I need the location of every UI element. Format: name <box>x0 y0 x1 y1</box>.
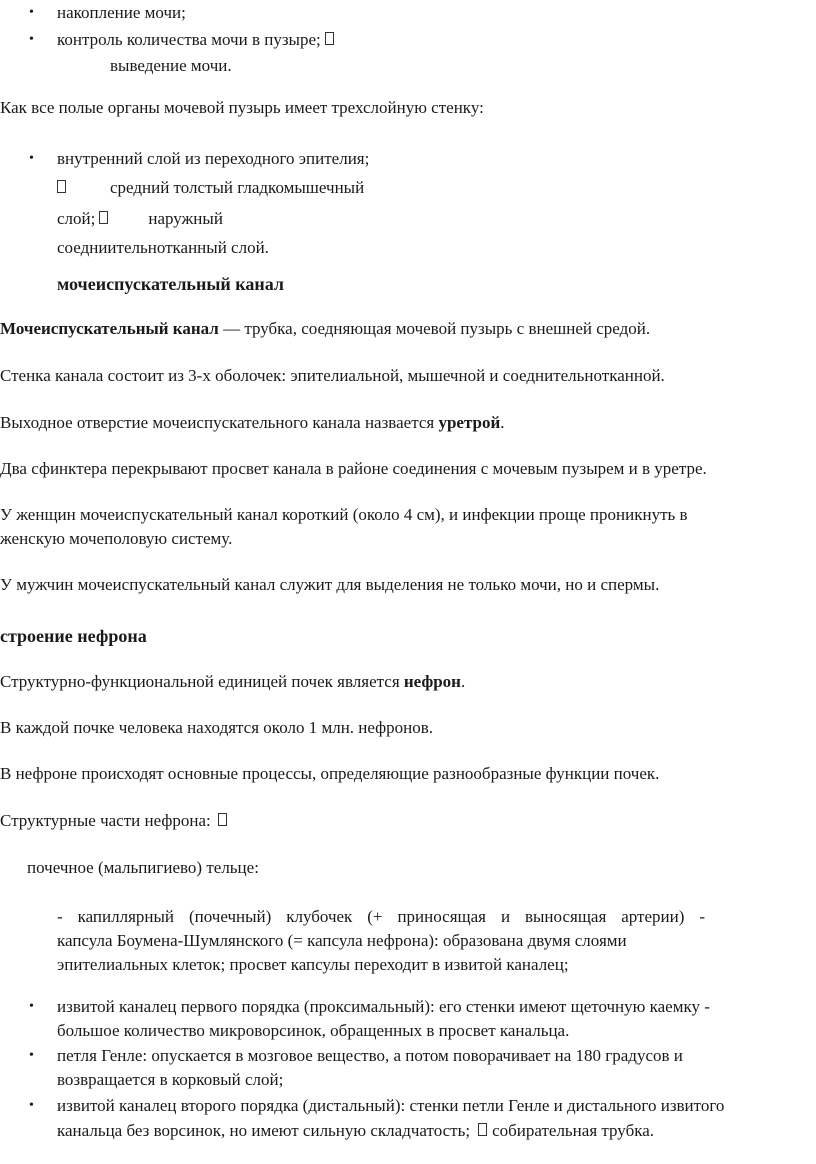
list-item: возвращается в корковый слой; <box>57 1070 284 1089</box>
list-item: слой; наружный <box>57 209 223 228</box>
list-item: выведение мочи. <box>110 56 232 75</box>
list-item: • извитой каналец первого порядка (проксимальный): его стенки имеют щеточную каемку - <box>57 996 710 1018</box>
missing-glyph-icon <box>99 211 108 224</box>
paragraph: Как все полые органы мочевой пузырь имеет трехслойную стенку: <box>0 98 484 117</box>
paragraph: Структурно-функциональной единицей почек является нефрон. <box>0 672 466 691</box>
paragraph: У мужчин мочеиспускательный канал служит для выделения не только мочи, но и спермы. <box>0 575 660 594</box>
list-item: • петля Генле: опускается в мозговое вещество, а потом поворачивает на 180 градусов и <box>57 1045 683 1067</box>
paragraph: В нефроне происходят основные процессы, определяющие разнообразные функции почек. <box>0 764 660 783</box>
paragraph: Стенка канала состоит из 3-х оболочек: эпителиальной, мышечной и соеднительнотканной. <box>0 366 665 385</box>
missing-glyph-icon <box>57 180 66 193</box>
section-heading: строение нефрона <box>0 626 147 646</box>
list-item: почечное (мальпигиево) тельце: <box>27 858 259 877</box>
paragraph: В каждой почке человека находятся около 1 млн. нефронов. <box>0 718 434 737</box>
paragraph: женскую мочеполовую систему. <box>0 529 233 548</box>
paragraph: Структурные части нефрона: <box>0 810 227 832</box>
paragraph: У женщин мочеиспускательный канал короткий (около 4 см), и инфекции проще проникнуть в <box>0 505 688 524</box>
list-item: большое количество микроворсинок, обращенных в просвет канальца. <box>57 1021 570 1040</box>
paragraph: Два сфинктера перекрывают просвет канала в районе соединения с мочевым пузырем и в уретре. <box>0 459 707 478</box>
section-heading: мочеиспускательный канал <box>57 274 284 294</box>
list-item: канальца без ворсинок, но имеют сильную складчатость; собирательная трубка. <box>57 1121 655 1140</box>
missing-glyph-icon <box>478 1123 487 1136</box>
missing-glyph-icon <box>325 32 334 45</box>
missing-glyph-icon <box>218 813 227 826</box>
list-item: • извитой каналец второго порядка (дистальный): стенки петли Генле и дистального извитого <box>57 1095 724 1117</box>
list-item: • накопление мочи; <box>57 2 186 24</box>
list-item: средний толстый гладкомышечный <box>57 177 364 199</box>
list-item: • контроль количества мочи в пузыре; <box>57 29 334 51</box>
list-item: соедниительнотканный слой. <box>57 238 269 257</box>
list-item: • внутренний слой из переходного эпителия; <box>57 148 369 170</box>
list-item: эпителиальных клеток; просвет капсулы переходит в извитой каналец; <box>57 955 569 974</box>
paragraph: Выходное отверстие мочеиспускательного канала назвается уретрой. <box>0 413 505 432</box>
list-item: - капиллярный (почечный) клубочек (+ приносящая и выносящая артерии) - <box>57 907 705 926</box>
list-item: капсула Боумена-Шумлянского (= капсула нефрона): образована двумя слоями <box>57 931 627 950</box>
paragraph: Мочеиспускательный канал — трубка, соедняющая мочевой пузырь с внешней средой. <box>0 319 651 338</box>
